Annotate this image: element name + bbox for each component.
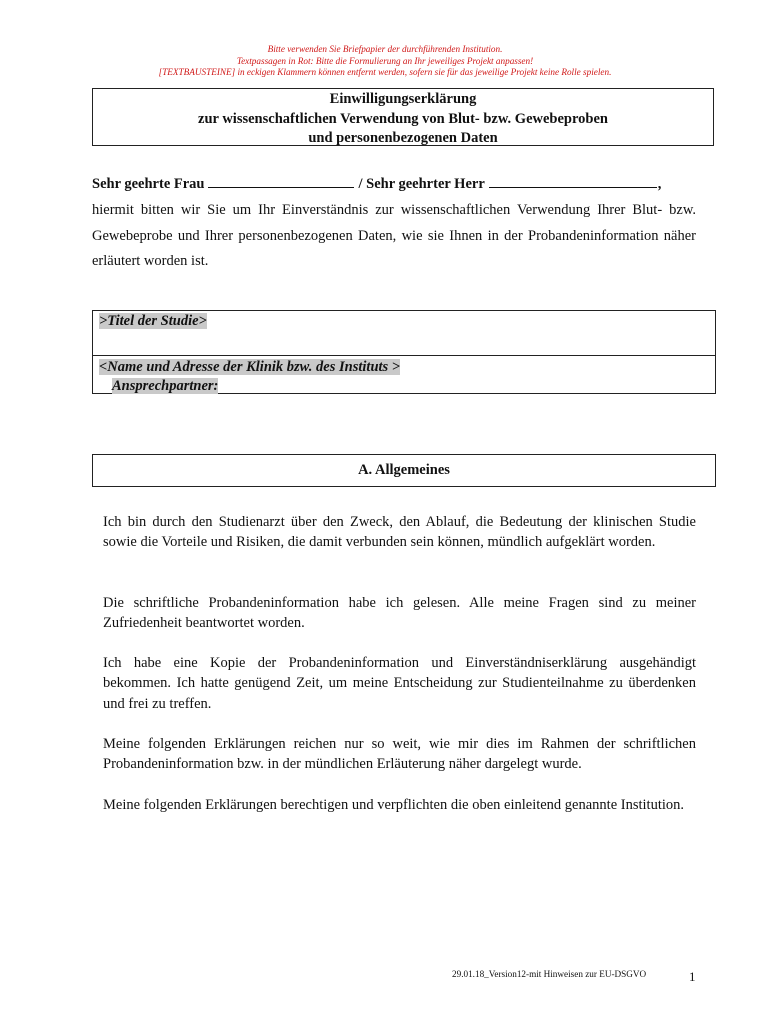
section-paragraph: Die schriftliche Probandeninformation habe ich gelesen. Alle meine Fragen sind zu meiner Zufriedenheit beantwortet worden.	[103, 595, 696, 632]
salutation-line	[92, 174, 692, 193]
salutation-comma: ,	[657, 176, 662, 192]
page-number: 1	[689, 969, 696, 984]
document-title-box	[92, 88, 714, 146]
instruction-note: Textpassagen in Rot: Bitte die Formulierung an Ihr jeweiliges Projekt anpassen!	[236, 56, 534, 66]
salutation-male-label: / Sehr geehrter Herr	[358, 176, 485, 192]
name-blank-female[interactable]	[208, 174, 354, 188]
contact-label: Ansprechpartner:	[112, 378, 219, 394]
instruction-note: [TEXTBAUSTEINE] in eckigen Klammern können entfernt werden, sofern sie für das jeweilige Projekt keine Rolle spielen.	[158, 67, 612, 77]
footer-version: 29.01.18_Version12-mit Hinweisen zur EU-DSGVO	[452, 969, 647, 979]
institute-placeholder: <Name und Adresse der Klinik bzw. des Instituts >	[99, 359, 401, 375]
intro-paragraph: hiermit bitten wir Sie um Ihr Einverständnis zur wissenschaftlichen Verwendung Ihrer Blut- bzw. Gewebeprobe und Ihrer personenbezogenen Daten, wie sie Ihnen in der Probandeninformation näher erläutert worden ist.	[92, 202, 696, 269]
section-paragraph: Ich bin durch den Studienarzt über den Zweck, den Ablauf, die Bedeutung der klinischen Studie sowie die Vorteile und Risiken, die damit verbunden sein können, mündlich aufgeklärt worden.	[103, 514, 696, 551]
section-paragraph: Ich habe eine Kopie der Probandeninformation und Einverständniserklärung ausgehändigt bekommen. Ich hatte genügend Zeit, um meine Entscheidung zur Studienteilnahme zu überdenken und frei zu treffen.	[103, 655, 696, 712]
study-title-placeholder: >Titel der Studie>	[99, 313, 207, 329]
institute-box	[92, 355, 716, 394]
section-paragraph: Meine folgenden Erklärungen berechtigen und verpflichten die oben einleitend genannte Institution.	[103, 797, 685, 813]
title-line: und personenbezogenen Daten	[308, 130, 498, 146]
section-paragraph: Meine folgenden Erklärungen reichen nur so weit, wie mir dies im Rahmen der schriftlichen Probandeninformation bzw. in der mündlichen Erläuterung näher dargelegt wurde.	[103, 736, 696, 773]
instruction-note: Bitte verwenden Sie Briefpapier der durchführenden Institution.	[267, 44, 503, 54]
study-title-box	[92, 310, 716, 356]
salutation-female-label: Sehr geehrte Frau	[92, 176, 205, 192]
name-blank-male[interactable]	[489, 174, 657, 188]
title-line: Einwilligungserklärung	[329, 91, 477, 107]
section-a-heading: A. Allgemeines	[92, 454, 716, 487]
title-line: zur wissenschaftlichen Verwendung von Blut- bzw. Gewebeproben	[198, 110, 608, 127]
